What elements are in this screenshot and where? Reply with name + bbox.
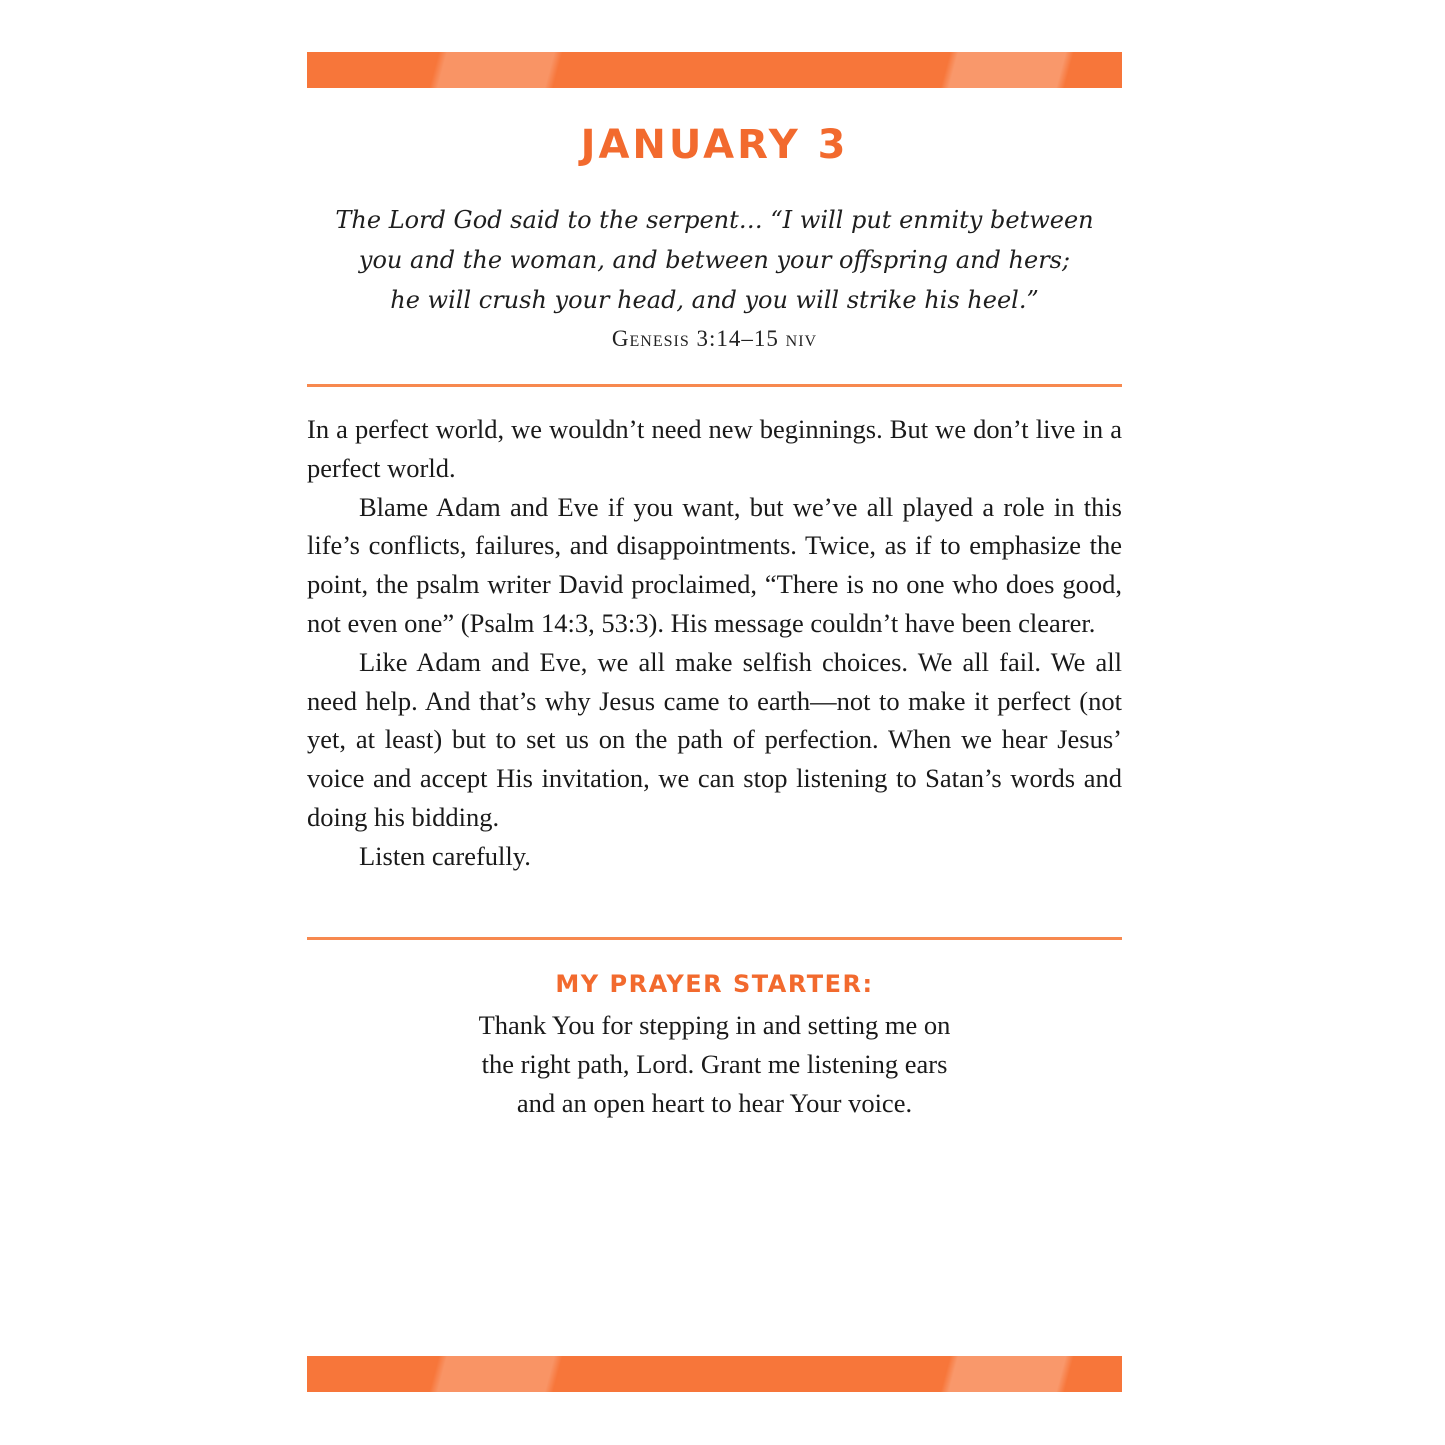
prayer-line: and an open heart to hear Your voice. [516, 1088, 913, 1118]
verse-line: you and the woman, and between your offspring and hers; [358, 246, 1071, 274]
devotion-paragraph: Like Adam and Eve, we all make selfish choices. We all fail. We all need help. And that’s why Jesus came to earth—not to make it perfect (not yet, at least) but to set us on the path of perfection. When we hear Jesus’ voice and accept His invitation, we can stop listening to Satan’s words and doing his bidding. [307, 646, 1122, 832]
scripture-verse [307, 200, 1122, 320]
prayer-line: the right path, Lord. Grant me listening ears [481, 1049, 948, 1079]
section-divider [307, 937, 1122, 940]
bottom-decorative-stripe [307, 1356, 1122, 1392]
page-title: JANUARY 3 [580, 122, 849, 168]
top-decorative-stripe [307, 52, 1122, 88]
verse-line: he will crush your head, and you will strike his heel.” [390, 286, 1039, 314]
verse-line: The Lord God said to the serpent… “I will put enmity between [335, 206, 1094, 234]
devotional-page [307, 0, 1122, 1445]
scripture-reference: Genesis 3:14–15 niv [611, 326, 818, 351]
prayer-text [307, 1006, 1122, 1123]
section-divider [307, 384, 1122, 387]
prayer-heading: MY PRAYER STARTER: [555, 970, 874, 998]
prayer-line: Thank You for stepping in and setting me on [478, 1010, 951, 1040]
devotion-body [307, 410, 1122, 876]
devotion-paragraph: Blame Adam and Eve if you want, but we’ve all played a role in this life’s conflicts, failures, and disappointments. Twice, as if to emphasize the point, the psalm writer David proclaimed, “There is no one who does good, not even one” (Psalm 14:3, 53:3). His message couldn’t have been clearer. [307, 491, 1122, 638]
devotion-paragraph: Listen carefully. [359, 840, 531, 871]
devotion-paragraph: In a perfect world, we wouldn’t need new beginnings. But we don’t live in a perfect world. [307, 414, 1122, 483]
